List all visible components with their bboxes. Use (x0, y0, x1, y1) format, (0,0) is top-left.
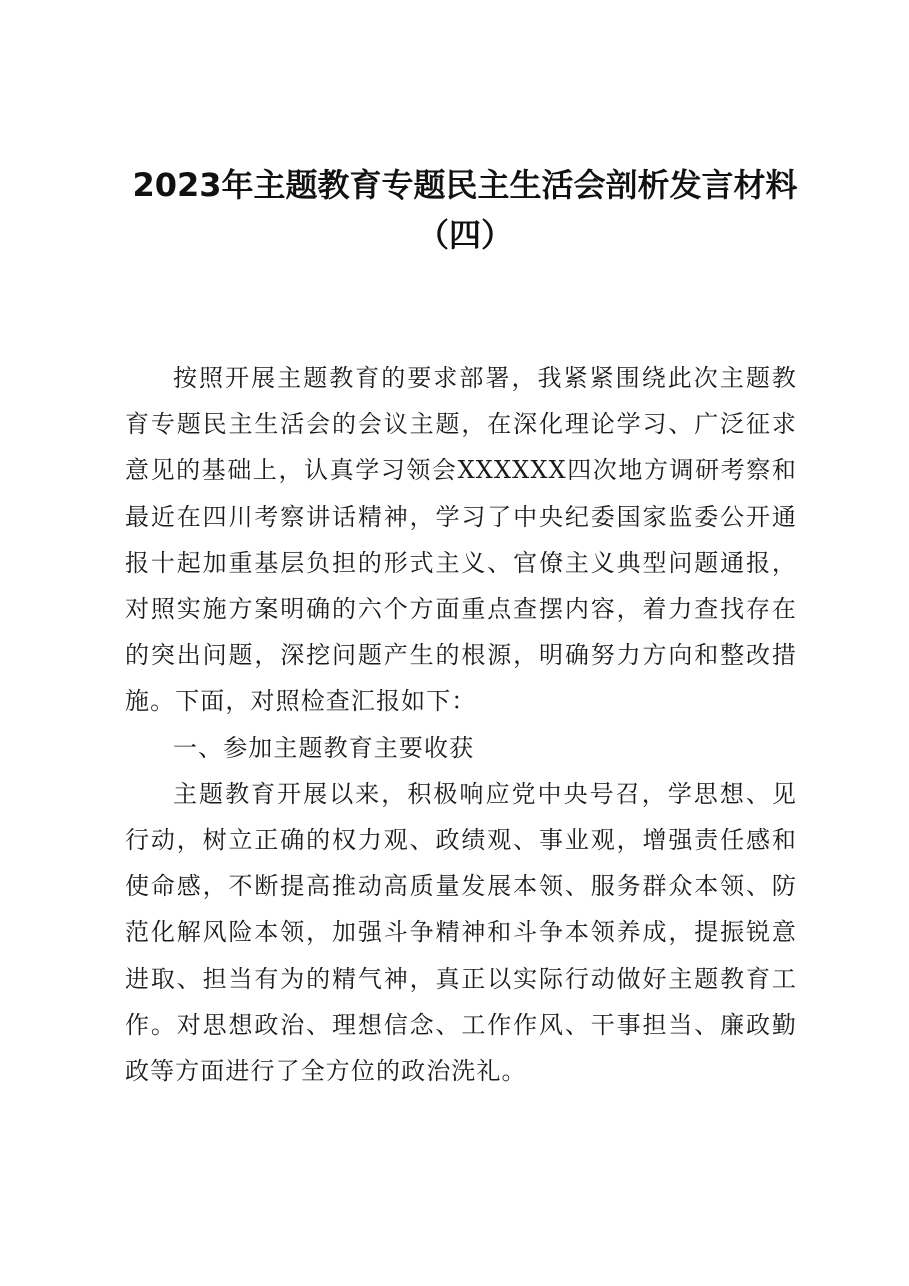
intro-paragraph: 按照开展主题教育的要求部署，我紧紧围绕此次主题教育专题民主生活会的会议主题，在深化理论学习、广泛征求意见的基础上，认真学习领会XXXXXX四次地方调研考察和最近在四川考察讲话精神，学习了中央纪委国家监委公开通报十起加重基层负担的形式主义、官僚主义典型问题通报，对照实施方案明确的六个方面重点查摆内容，着力查找存在的突出问题，深挖问题产生的根源，明确努力方向和整改措施。下面，对照检查汇报如下： (125, 364, 797, 716)
document-title: 2023年主题教育专题民主生活会剖析发言材料（四） (132, 166, 798, 254)
document-body (125, 355, 797, 1094)
section-heading: 一、参加主题教育主要收获 (173, 733, 475, 762)
body-paragraph: 主题教育开展以来，积极响应党中央号召，学思想、见行动，树立正确的权力观、政绩观、事业观，增强责任感和使命感，不断提高推动高质量发展本领、服务群众本领、防范化解风险本领，加强斗争精神和斗争本领养成，提振锐意进取、担当有为的精气神，真正以实际行动做好主题教育工作。对思想政治、理想信念、工作作风、干事担当、廉政勤政等方面进行了全方位的政治洗礼。 (125, 779, 797, 1086)
